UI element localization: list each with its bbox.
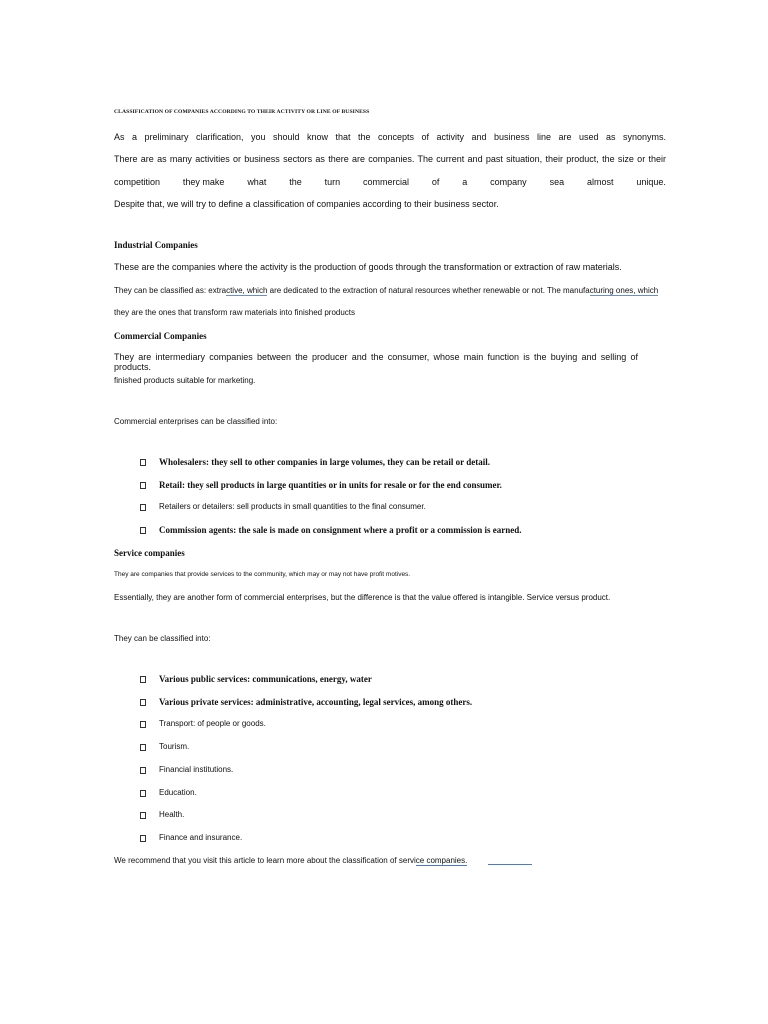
service-heading: Service companies <box>114 548 185 558</box>
intro-line-3 <box>114 177 666 187</box>
checkbox-bullet-icon <box>140 812 146 819</box>
industrial-paragraph-1: These are the companies where the activity is the production of goods through the transformation or extraction of raw materials. <box>114 262 622 272</box>
checkbox-bullet-icon <box>140 459 146 466</box>
commercial-paragraph-3: Commercial enterprises can be classified into: <box>114 417 278 426</box>
intro-line-3-word: turn <box>324 177 341 187</box>
intro-line-1-text: As a preliminary clarification, you should know that the concepts of activity and business line are used as synonyms. <box>114 132 666 142</box>
industrial-paragraph-2 <box>114 286 658 295</box>
intro-line-3-word: sea <box>549 177 565 187</box>
intro-line-3-word: a <box>462 177 468 187</box>
list-item: Tourism. <box>159 742 190 752</box>
industrial-p2-part-a: They can be classified as: extra <box>114 286 227 295</box>
link-underline-extension <box>488 864 532 865</box>
checkbox-bullet-icon <box>140 721 146 728</box>
intro-line-2 <box>114 154 666 164</box>
list-item: Commission agents: the sale is made on consignment where a profit or a commission is earned. <box>159 524 522 535</box>
checkbox-bullet-icon <box>140 744 146 751</box>
list-item: Wholesalers: they sell to other companies in large volumes, they can be retail or detail. <box>159 457 490 467</box>
list-item: Financial institutions. <box>159 764 234 774</box>
closing-text-part-a: We recommend that you visit this article to learn more about the classification of servi <box>114 856 416 865</box>
commercial-p1-text: They are intermediary companies between the producer and the consumer, whose main function is the buying and selling of products. <box>114 352 638 372</box>
intro-line-3-word: company <box>490 177 527 187</box>
intro-line-3-word: unique. <box>636 177 666 187</box>
industrial-p2-part-c: are dedicated to the extraction of natural resources whether renewable or not. The manufa <box>267 286 590 295</box>
intro-line-1 <box>114 132 666 142</box>
list-item: Retailers or detailers: sell products in small quantities to the final consumer. <box>159 502 426 512</box>
list-item: Retail: they sell products in large quantities or in units for resale or for the end consumer. <box>159 479 502 490</box>
industrial-heading: Industrial Companies <box>114 240 198 250</box>
list-item: Health. <box>159 810 185 820</box>
industrial-paragraph-3: they are the ones that transform raw materials into finished products <box>114 308 356 317</box>
list-item: Finance and insurance. <box>159 832 243 842</box>
checkbox-bullet-icon <box>140 790 146 797</box>
list-item: Transport: of people or goods. <box>159 719 266 729</box>
list-item: Various private services: administrative, accounting, legal services, among others. <box>159 696 473 707</box>
checkbox-bullet-icon <box>140 482 146 489</box>
intro-line-3-word: competition <box>114 177 161 187</box>
commercial-heading: Commercial Companies <box>114 331 207 341</box>
checkbox-bullet-icon <box>140 699 146 706</box>
checkbox-bullet-icon <box>140 527 146 534</box>
commercial-paragraph-1 <box>114 352 638 372</box>
checkbox-bullet-icon <box>140 504 146 511</box>
intro-line-2-text: There are as many activities or business sectors as there are companies. The current and past situation, their product, the size or their <box>114 154 666 164</box>
intro-line-4: Despite that, we will try to define a classification of companies according to their business sector. <box>114 199 499 209</box>
closing-paragraph <box>114 856 467 865</box>
intro-line-3-word: the <box>289 177 302 187</box>
list-item: Various public services: communications, energy, water <box>159 674 372 684</box>
industrial-p2-part-d: cturing ones, which <box>589 286 659 295</box>
list-item: Education. <box>159 787 197 797</box>
commercial-paragraph-2: finished products suitable for marketing. <box>114 376 256 385</box>
checkbox-bullet-icon <box>140 767 146 774</box>
intro-line-3-word: commercial <box>362 177 409 187</box>
checkbox-bullet-icon <box>140 676 146 683</box>
service-paragraph-1: They are companies that provide services to the community, which may or may not have profit motives. <box>114 571 411 578</box>
service-paragraph-2: Essentially, they are another form of commercial enterprises, but the difference is that the value offered is intangible. Service versus product. <box>114 593 611 602</box>
closing-link[interactable]: ce companies. <box>415 856 468 865</box>
checkbox-bullet-icon <box>140 835 146 842</box>
intro-line-3-word: of <box>431 177 440 187</box>
intro-line-3-word: they make <box>182 177 225 187</box>
industrial-p2-part-b: ctive, which <box>226 286 268 295</box>
intro-line-3-word: almost <box>586 177 614 187</box>
document-title: CLASSIFICATION OF COMPANIES ACCORDING TO THEIR ACTIVITY OR LINE OF BUSINESS <box>114 109 370 115</box>
intro-line-3-word: what <box>247 177 267 187</box>
service-paragraph-3: They can be classified into: <box>114 634 211 643</box>
